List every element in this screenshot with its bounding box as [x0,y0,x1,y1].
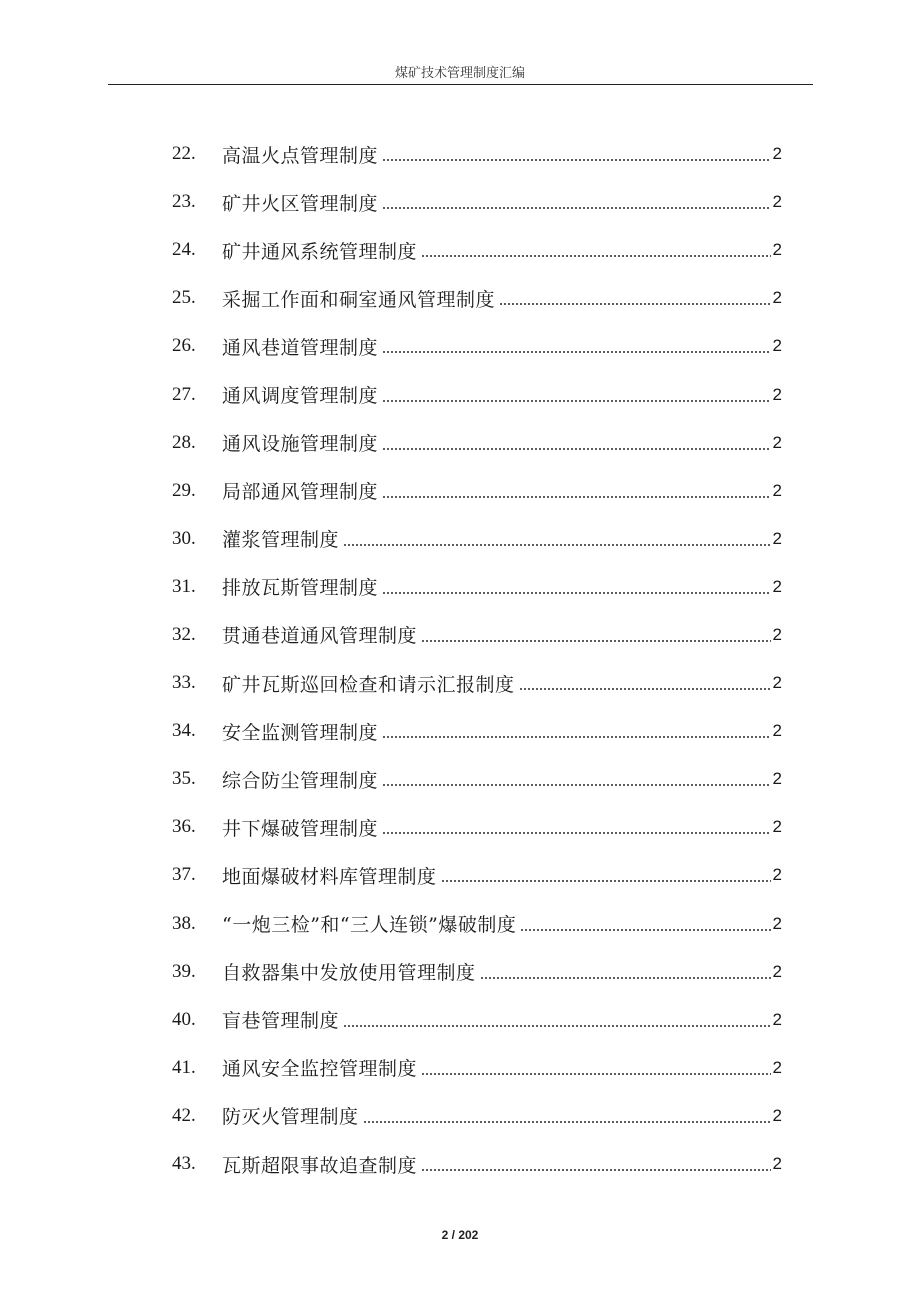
toc-entry-page: 2 [772,144,782,164]
toc-entry-page: 2 [772,384,782,404]
toc-dot-leader [382,349,771,355]
toc-dot-leader [343,542,771,548]
toc-entry[interactable] [172,900,782,948]
toc-entry[interactable] [172,515,782,563]
toc-entry-title: 采掘工作面和硐室通风管理制度 [222,288,496,311]
toc-entry[interactable] [172,1044,782,1092]
toc-entry[interactable] [172,563,782,611]
toc-entry-number: 36. [172,816,196,838]
toc-dot-leader [343,1023,771,1029]
toc-entry-page: 2 [772,336,782,356]
toc-entry-number: 33. [172,672,196,694]
toc-dot-leader [382,590,771,596]
toc-entry-title: 通风设施管理制度 [222,433,379,456]
toc-entry-page: 2 [772,576,782,596]
toc-entry[interactable] [172,370,782,418]
toc-entry-number: 40. [172,1008,196,1030]
toc-entry-number: 42. [172,1104,196,1126]
toc-entry-page: 2 [772,288,782,308]
toc-entry-number: 31. [172,575,196,597]
toc-entry-title: 瓦斯超限事故追查制度 [222,1154,418,1177]
toc-dot-leader [382,734,771,740]
toc-entry-number: 34. [172,720,196,742]
toc-dot-leader [382,398,771,404]
toc-entry-page: 2 [772,1105,782,1125]
header-divider [108,84,813,85]
toc-entry-page: 2 [772,1009,782,1029]
toc-entry-number: 28. [172,431,196,453]
toc-entry-page: 2 [772,961,782,981]
toc-dot-leader [382,446,771,452]
toc-dot-leader [519,686,771,692]
toc-entry-title: 地面爆破材料库管理制度 [222,865,437,888]
toc-entry[interactable] [172,755,782,803]
toc-entry-number: 30. [172,527,196,549]
toc-entry-title: 安全监测管理制度 [222,721,379,744]
toc-entry[interactable] [172,419,782,467]
toc-entry-page: 2 [772,624,782,644]
toc-entry[interactable] [172,611,782,659]
page-number: 2 / 202 [441,1228,479,1242]
toc-dot-leader [421,1071,771,1077]
toc-entry-number: 35. [172,768,196,790]
toc-entry-page: 2 [772,1154,782,1174]
toc-entry-title: 灌浆管理制度 [222,529,340,552]
toc-entry-page: 2 [772,1057,782,1077]
toc-entry-page: 2 [772,673,782,693]
toc-entry-page: 2 [772,721,782,741]
toc-entry-number: 32. [172,623,196,645]
toc-entry[interactable] [172,851,782,899]
toc-dot-leader [499,301,771,307]
toc-entry-page: 2 [772,240,782,260]
toc-entry-number: 41. [172,1056,196,1078]
toc-entry[interactable] [172,322,782,370]
toc-entry-title: 排放瓦斯管理制度 [222,577,379,600]
toc-entry-title: 通风调度管理制度 [222,385,379,408]
toc-entry-page: 2 [772,528,782,548]
toc-entry-title: 矿井通风系统管理制度 [222,240,418,263]
toc-dot-leader [421,253,771,259]
toc-entry-number: 43. [172,1153,196,1175]
toc-entry-page: 2 [772,432,782,452]
toc-entry-page: 2 [772,192,782,212]
toc-entry[interactable] [172,226,782,274]
toc-entry[interactable] [172,274,782,322]
toc-entry[interactable] [172,659,782,707]
toc-entry-page: 2 [772,817,782,837]
toc-dot-leader [421,638,771,644]
toc-entry-page: 2 [772,480,782,500]
toc-entry-number: 37. [172,864,196,886]
toc-entry-page: 2 [772,913,782,933]
toc-entry-title: 矿井火区管理制度 [222,192,379,215]
toc-dot-leader [382,205,771,211]
toc-dot-leader [363,1119,771,1125]
toc-dot-leader [382,157,771,163]
toc-entry-number: 39. [172,960,196,982]
toc-dot-leader [441,878,771,884]
toc-dot-leader [382,494,771,500]
toc-entry-page: 2 [772,769,782,789]
toc-entry-title: 矿井瓦斯巡回检查和请示汇报制度 [222,673,515,696]
toc-entry-number: 23. [172,191,196,213]
toc-entry-title: 局部通风管理制度 [222,481,379,504]
toc-entry-number: 26. [172,335,196,357]
toc-entry[interactable] [172,178,782,226]
toc-entry-title: 贯通巷道通风管理制度 [222,625,418,648]
toc-entry-title: 通风安全监控管理制度 [222,1058,418,1081]
toc-entry[interactable] [172,467,782,515]
toc-entry-number: 24. [172,239,196,261]
toc-dot-leader [382,782,771,788]
toc-entry-title: 综合防尘管理制度 [222,769,379,792]
toc-entry-number: 38. [172,912,196,934]
toc-dot-leader [480,975,771,981]
toc-entry-number: 22. [172,143,196,165]
toc-entry-title: 防灭火管理制度 [222,1106,359,1129]
toc-dot-leader [382,830,771,836]
toc-entry[interactable] [172,707,782,755]
toc-entry[interactable] [172,948,782,996]
toc-entry[interactable] [172,1092,782,1140]
toc-entry-title: 自救器集中发放使用管理制度 [222,962,476,985]
toc-entry-number: 25. [172,287,196,309]
table-of-contents [172,130,782,1188]
toc-entry[interactable] [172,1140,782,1188]
toc-entry-title: 通风巷道管理制度 [222,336,379,359]
toc-entry-title: 盲巷管理制度 [222,1010,340,1033]
toc-entry[interactable] [172,803,782,851]
toc-dot-leader [421,1167,771,1173]
toc-entry[interactable] [172,130,782,178]
running-header: 煤矿技术管理制度汇编 [394,66,525,81]
toc-entry-number: 29. [172,479,196,501]
toc-entry[interactable] [172,996,782,1044]
toc-dot-leader [520,927,770,933]
toc-entry-title: “一炮三检”和“三人连锁”爆破制度 [222,914,517,937]
toc-entry-title: 井下爆破管理制度 [222,817,379,840]
toc-entry-page: 2 [772,865,782,885]
toc-entry-number: 27. [172,383,196,405]
toc-entry-title: 高温火点管理制度 [222,144,379,167]
